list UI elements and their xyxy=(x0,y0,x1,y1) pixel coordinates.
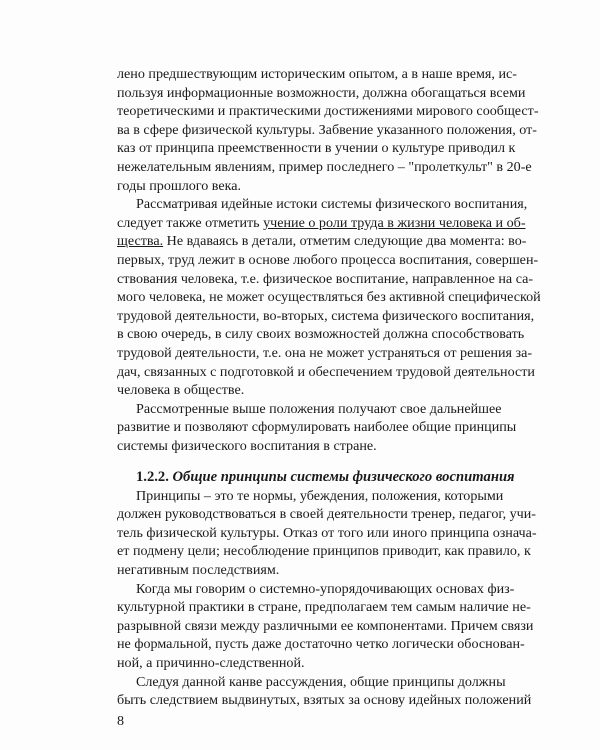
text-line: в свою очередь, в силу своих возможностей должна способствовать xyxy=(117,326,525,343)
text-line: Следуя данной канве рассуждения, общие принципы должны xyxy=(136,673,506,690)
text-line: трудовой деятельности, т.е. она не может устраняться от решения за- xyxy=(117,345,533,361)
text-line: не формальной, пусть даже достаточно четко логически обоснован- xyxy=(117,636,525,653)
text-line: негативным последствиям. xyxy=(117,562,280,578)
text-line: разрывной связи между различными ее компонентами. Причем связи xyxy=(117,617,534,634)
text-line: каз от принципа преемственности в учении о культуре приводил к xyxy=(117,140,516,157)
text-run: следует также отметить xyxy=(117,214,264,231)
text-line: культурной практики в стране, предполагаем тем самым наличие не- xyxy=(117,599,531,616)
text-line: теоретическими и практическими достижениями мирового сообщест- xyxy=(117,103,539,120)
text-line: дач, связанных с подготовкой и обеспечением трудовой деятельности xyxy=(117,363,535,380)
text-line: пользуя информационные возможности, должна обогащаться всеми xyxy=(117,84,526,101)
text-line: системы физического воспитания в стране. xyxy=(117,438,377,454)
text-line: Когда мы говорим о системно-упорядочивающих основах физ- xyxy=(136,580,515,597)
text-line: должен руководствоваться в своей деятельности тренер, педагог, учи- xyxy=(117,506,537,523)
text-line: нежелательным явлениям, пример последнего – "пролеткульт" в 20-е xyxy=(117,159,532,175)
page-number: 8 xyxy=(117,712,125,729)
text-line: трудовой деятельности, во-вторых, система физического воспитания, xyxy=(117,307,535,324)
text-line: развитие и позволяют сформулировать наиболее общие принципы xyxy=(117,419,517,436)
section-heading xyxy=(136,469,515,486)
text-line: Рассмотренные выше положения получают свое дальнейшее xyxy=(136,400,502,417)
text-line: первых, труд лежит в основе любого процесса воспитания, совершен- xyxy=(117,252,539,268)
underlined-phrase: щества. xyxy=(117,233,164,250)
text-line: мого человека, не может осуществляться без активной специфической xyxy=(117,289,541,306)
text-line: ствования человека, т.е. физическое воспитание, направленное на са- xyxy=(117,270,534,287)
text-line: лено предшествующим историческим опытом, а в наше время, ис- xyxy=(117,66,517,82)
text-run: Не вдаваясь в детали, отметим следующие два момента: во- xyxy=(163,233,527,250)
text-line xyxy=(117,214,526,232)
text-line: человека в обществе. xyxy=(117,382,245,399)
section-title: Общие принципы системы физического воспитания xyxy=(172,468,515,485)
text-line: ет подмену цели; несоблюдение принципов приводит, как правило, к xyxy=(117,543,531,560)
text-line: годы прошлого века. xyxy=(117,177,242,194)
text-line: быть следствием выдвинутых, взятых за основу идейных положений xyxy=(117,692,532,709)
text-line xyxy=(117,233,527,250)
text-line: Рассматривая идейные истоки системы физического воспитания, xyxy=(136,196,528,213)
text-line: Принципы – это те нормы, убеждения, положения, которыми xyxy=(136,487,504,504)
text-line: ной, а причинно-следственной. xyxy=(117,655,305,671)
text-line: ва в сфере физической культуры. Забвение указанного положения, от- xyxy=(117,121,537,138)
section-number: 1.2.2. xyxy=(136,468,169,485)
underlined-phrase: учение о роли труда в жизни человека и об- xyxy=(263,214,526,231)
text-line: тель физической культуры. Отказ от того или иного принципа означа- xyxy=(117,524,537,541)
